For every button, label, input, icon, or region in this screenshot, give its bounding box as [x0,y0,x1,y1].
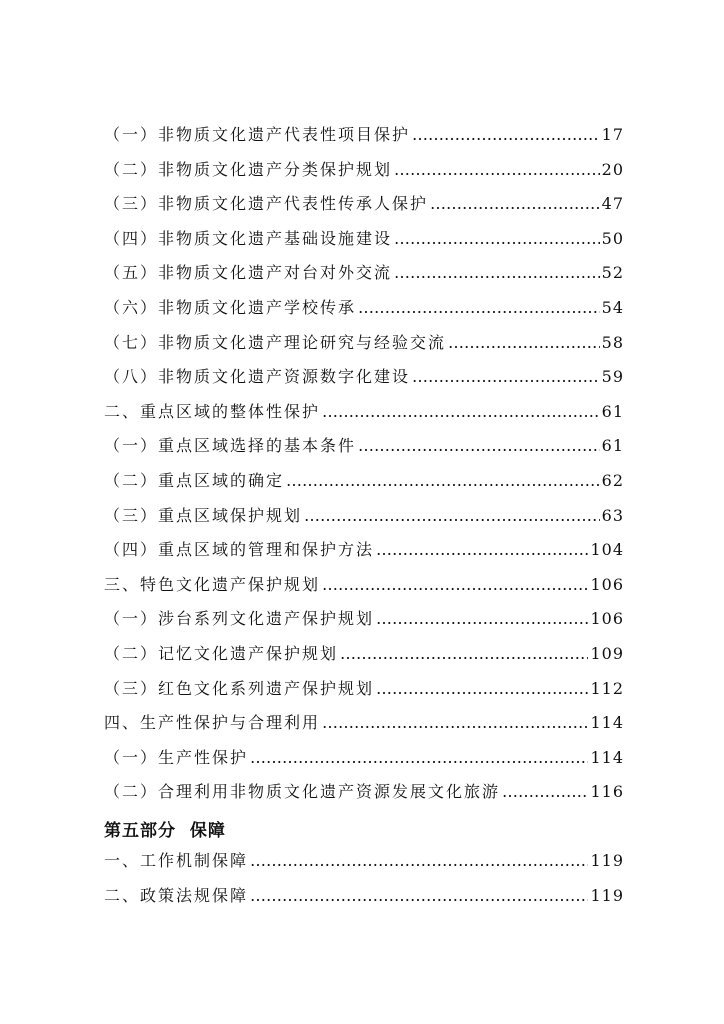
dot-leader [394,229,600,248]
section-heading: 第五部分 保障 [104,820,226,841]
toc-entry-page: 62 [601,470,624,490]
dot-leader [340,644,588,663]
toc-entry[interactable] [104,883,624,918]
toc-entry-page: 63 [601,505,624,525]
toc-entry-page: 47 [601,194,624,214]
toc-entry-page: 58 [601,332,624,352]
toc-entry-page: 114 [590,747,624,767]
toc-entry-title: （一）生产性保护 [104,747,249,767]
toc-entry-title: （二）记忆文化遗产保护规划 [104,643,339,663]
toc-entry-page: 59 [601,367,624,387]
dot-leader [430,194,600,213]
dot-leader [394,160,600,179]
toc-entry-page: 61 [601,436,624,456]
toc-entry-title: （四）非物质文化遗产基础设施建设 [104,228,393,248]
toc-entry-title: 三、特色文化遗产保护规划 [104,574,321,594]
dot-leader [322,575,588,594]
toc-entry[interactable] [104,191,624,226]
table-of-contents [104,122,624,918]
toc-entry[interactable] [104,641,624,676]
toc-entry-title: （六）非物质文化遗产学校传承 [104,297,357,317]
dot-leader [304,506,600,525]
toc-entry[interactable] [104,572,624,607]
toc-list [104,122,624,814]
toc-entry[interactable] [104,330,624,365]
toc-entry-page: 116 [590,782,624,802]
toc-entry[interactable] [104,122,624,157]
toc-entry-title: 二、重点区域的整体性保护 [104,401,321,421]
toc-entry-page: 17 [601,125,624,144]
toc-entry-page: 52 [601,263,624,283]
dot-leader [376,679,588,698]
toc-entry-page: 104 [590,540,624,560]
toc-entry[interactable] [104,468,624,503]
toc-entry[interactable] [104,399,624,434]
toc-entry[interactable] [104,433,624,468]
dot-leader [286,471,600,490]
toc-entry-title: 二、政策法规保障 [104,886,249,906]
toc-entry[interactable] [104,295,624,330]
toc-entry[interactable] [104,537,624,572]
dot-leader [250,748,588,767]
dot-leader [250,851,588,870]
toc-entry-page: 20 [601,159,624,179]
dot-leader [250,886,588,905]
toc-entry[interactable] [104,260,624,295]
dot-leader [358,436,600,455]
toc-entry[interactable] [104,157,624,192]
dot-leader [502,782,588,801]
dot-leader [322,713,588,732]
toc-entry[interactable] [104,779,624,814]
toc-entry[interactable] [104,606,624,641]
toc-entry-page: 106 [590,574,624,594]
toc-entry-title: （二）非物质文化遗产分类保护规划 [104,159,393,179]
toc-entry-title: 四、生产性保护与合理利用 [104,713,321,733]
toc-entry-title: （一）涉台系列文化遗产保护规划 [104,609,375,629]
dot-leader [412,367,600,386]
toc-entry-title: （四）重点区域的管理和保护方法 [104,540,375,560]
toc-entry-page: 119 [590,851,624,871]
toc-entry-title: （三）非物质文化遗产代表性传承人保护 [104,194,429,214]
toc-entry-page: 114 [590,713,624,733]
dot-leader [358,298,600,317]
toc-entry[interactable] [104,676,624,711]
toc-entry-page: 119 [590,886,624,906]
toc-entry-page: 112 [590,678,624,698]
toc-entry-title: （三）红色文化系列遗产保护规划 [104,678,375,698]
toc-entry-title: （八）非物质文化遗产资源数字化建设 [104,367,411,387]
toc-entry-page: 54 [601,297,624,317]
dot-leader [322,402,600,421]
dot-leader [376,540,588,559]
toc-entry-page: 109 [590,643,624,663]
dot-leader [376,609,588,628]
toc-list-after [104,848,624,917]
toc-entry-title: （三）重点区域保护规划 [104,505,303,525]
toc-entry-title: （二）重点区域的确定 [104,470,285,490]
toc-entry[interactable] [104,710,624,745]
dot-leader [394,263,600,282]
dot-leader [448,333,600,352]
toc-entry-page: 50 [601,228,624,248]
toc-entry-page: 61 [601,401,624,421]
toc-entry-title: （一）重点区域选择的基本条件 [104,436,357,456]
toc-entry[interactable] [104,848,624,883]
toc-entry-title: （七）非物质文化遗产理论研究与经验交流 [104,332,447,352]
toc-entry[interactable] [104,364,624,399]
toc-entry[interactable] [104,503,624,538]
toc-entry-page: 106 [590,609,624,629]
toc-entry-title: （一）非物质文化遗产代表性项目保护 [104,125,411,144]
toc-entry-title: 一、工作机制保障 [104,851,249,871]
dot-leader [412,125,600,144]
toc-entry-title: （二）合理利用非物质文化遗产资源发展文化旅游 [104,782,501,802]
toc-entry[interactable] [104,226,624,261]
toc-entry-title: （五）非物质文化遗产对台对外交流 [104,263,393,283]
toc-entry[interactable] [104,745,624,780]
